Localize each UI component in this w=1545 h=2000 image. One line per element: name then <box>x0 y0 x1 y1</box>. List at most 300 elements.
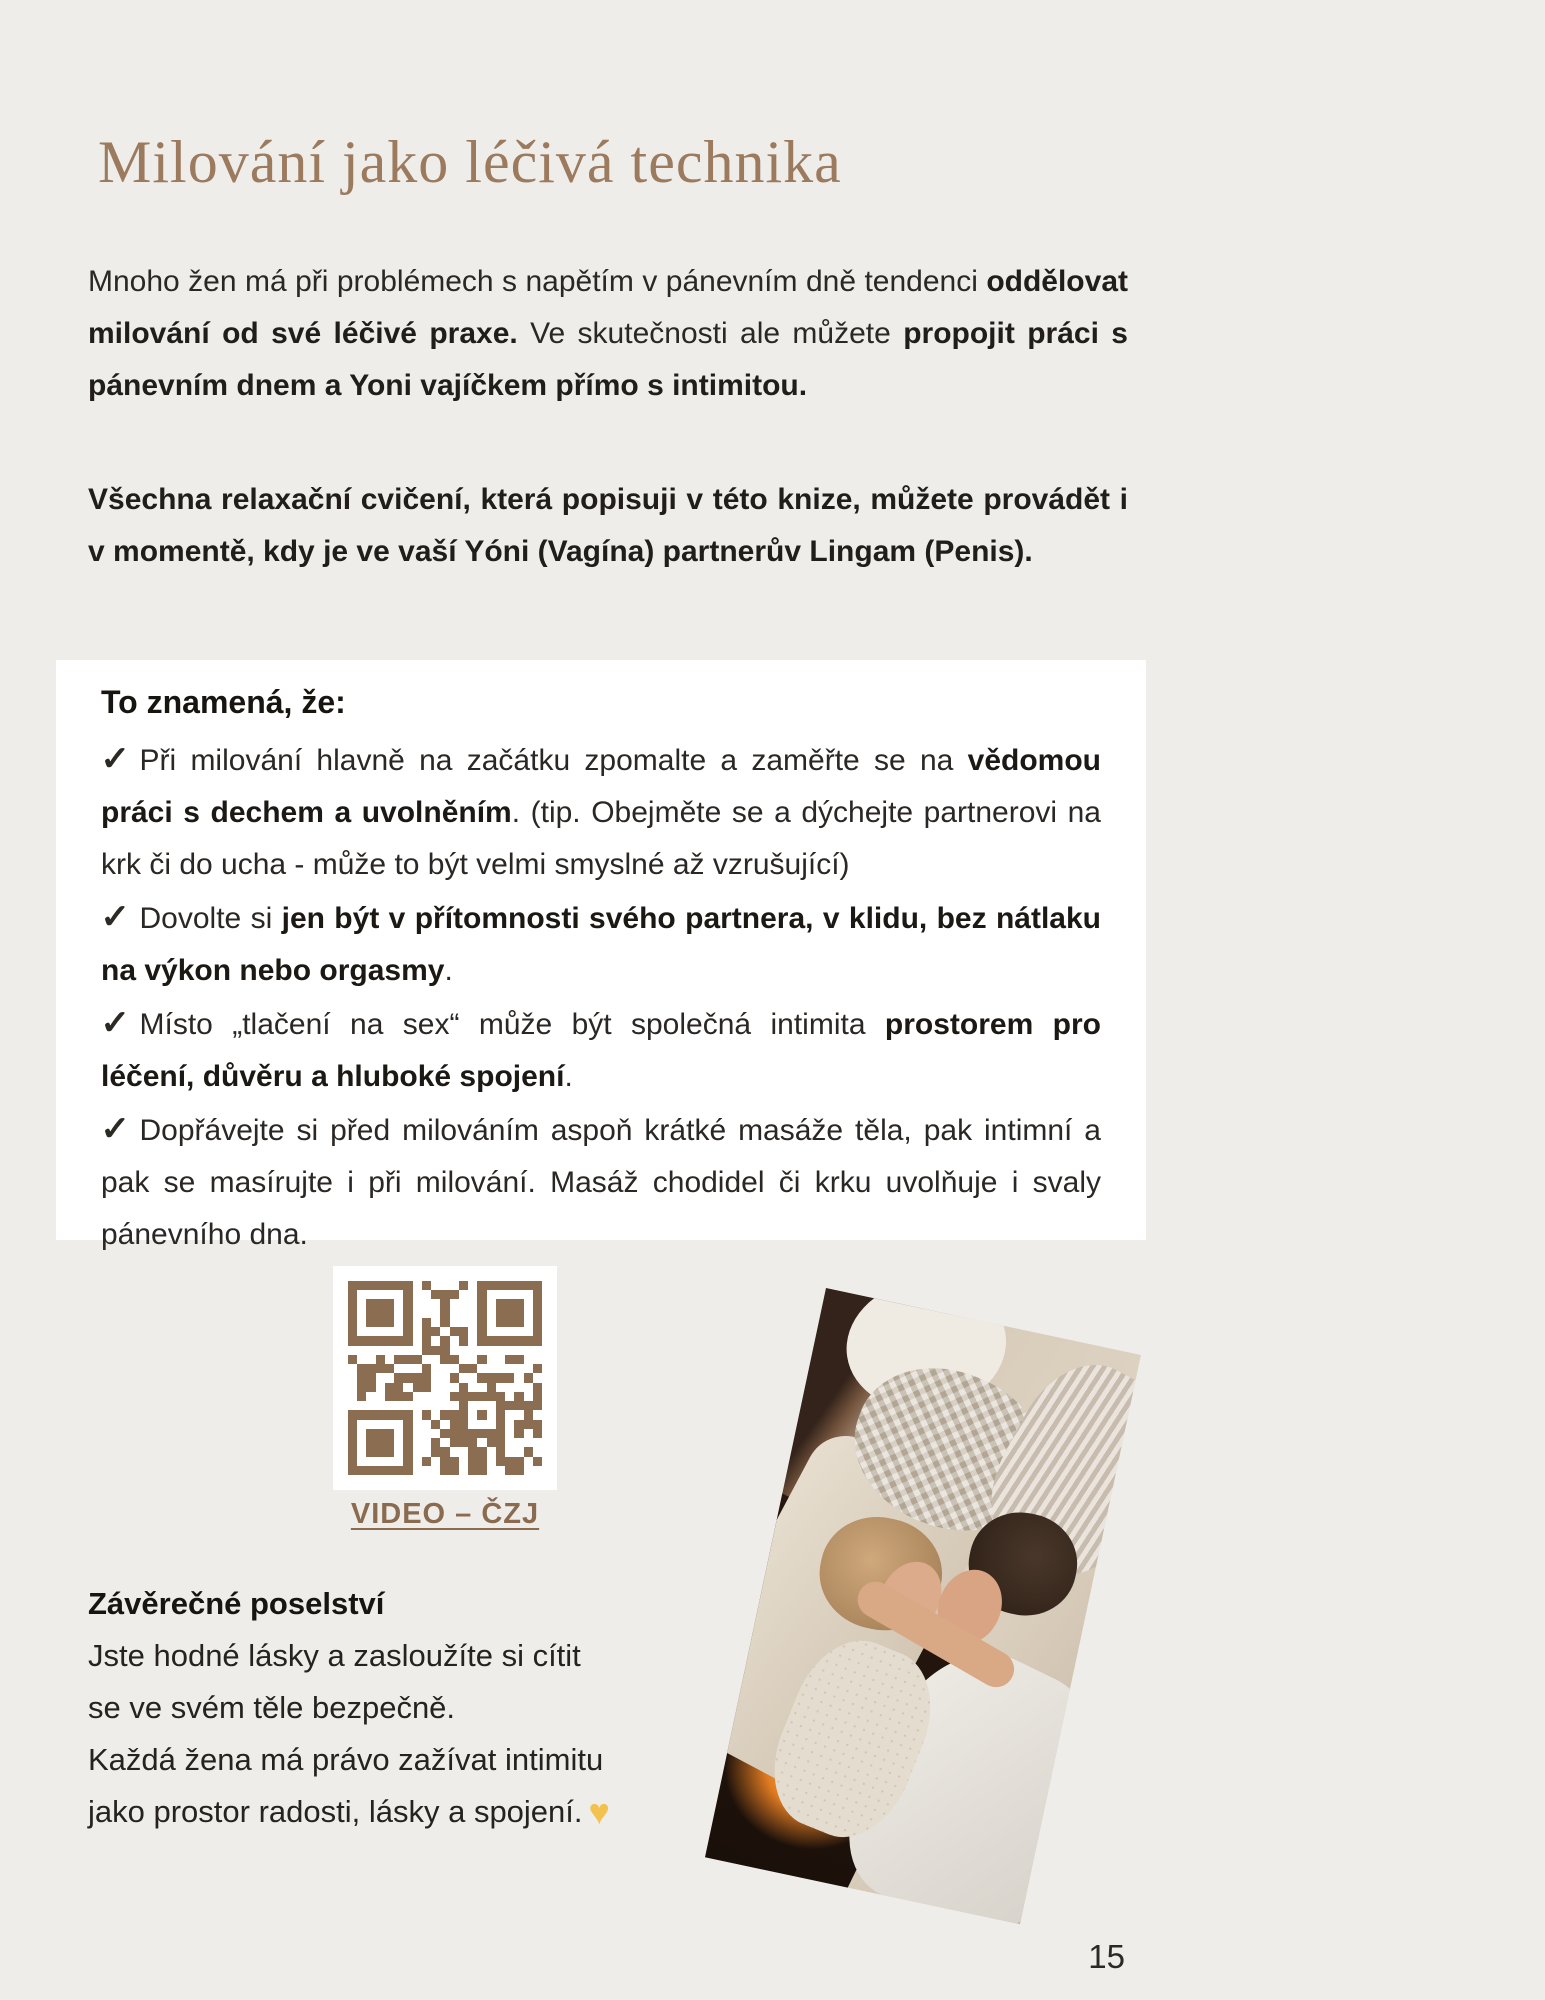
qr-module <box>459 1327 468 1336</box>
qr-module <box>376 1392 385 1401</box>
qr-module <box>366 1336 375 1345</box>
qr-module <box>487 1410 496 1419</box>
qr-module <box>496 1336 505 1345</box>
qr-module <box>468 1309 477 1318</box>
qr-module <box>459 1318 468 1327</box>
qr-module <box>524 1420 533 1429</box>
qr-module <box>366 1346 375 1355</box>
qr-module <box>376 1420 385 1429</box>
qr-module <box>468 1364 477 1373</box>
qr-module <box>450 1410 459 1419</box>
qr-module <box>524 1355 533 1364</box>
qr-module <box>487 1429 496 1438</box>
qr-module <box>403 1466 412 1475</box>
qr-module <box>450 1466 459 1475</box>
page-number: 15 <box>1088 1938 1125 1975</box>
qr-module <box>505 1309 514 1318</box>
qr-module <box>533 1299 542 1308</box>
qr-module <box>496 1299 505 1308</box>
qr-module <box>413 1336 422 1345</box>
qr-module <box>366 1364 375 1373</box>
qr-module <box>459 1410 468 1419</box>
qr-module <box>348 1281 357 1290</box>
qr-module <box>385 1327 394 1336</box>
check-item-text: Dopřávejte si před milováním aspoň krátké masáže těla, pak intimní a pak se masírujte i při milování. Masáž chodidel či krku uvolňuje i svaly pánevního dna. <box>101 1114 1101 1251</box>
qr-module <box>487 1420 496 1429</box>
qr-module <box>357 1318 366 1327</box>
qr-module <box>524 1438 533 1447</box>
qr-module <box>440 1438 449 1447</box>
qr-module <box>496 1318 505 1327</box>
qr-module <box>385 1429 394 1438</box>
check-item-2 <box>101 891 1101 997</box>
qr-module <box>422 1420 431 1429</box>
qr-module <box>514 1392 523 1401</box>
qr-grid <box>348 1281 542 1475</box>
qr-module <box>524 1401 533 1410</box>
qr-module <box>385 1438 394 1447</box>
qr-module <box>514 1346 523 1355</box>
qr-module <box>366 1410 375 1419</box>
qr-module <box>357 1299 366 1308</box>
qr-module <box>533 1438 542 1447</box>
qr-module <box>533 1309 542 1318</box>
qr-module <box>524 1290 533 1299</box>
qr-module <box>524 1373 533 1382</box>
qr-module <box>366 1447 375 1456</box>
qr-module <box>524 1336 533 1345</box>
qr-module <box>413 1299 422 1308</box>
qr-module <box>431 1309 440 1318</box>
qr-module <box>376 1438 385 1447</box>
intro-paragraph-2: Všechna relaxační cvičení, která popisuji v této knize, můžete provádět i v momentě, kdy je ve vaší Yóni (Vagína) partnerův Lingam (Penis). <box>88 483 1128 568</box>
qr-module <box>450 1336 459 1345</box>
qr-module <box>524 1364 533 1373</box>
qr-module <box>357 1457 366 1466</box>
checkmark-icon: ✓ <box>100 1004 131 1042</box>
qr-module <box>477 1327 486 1336</box>
qr-module <box>431 1327 440 1336</box>
qr-module <box>440 1346 449 1355</box>
qr-module <box>422 1466 431 1475</box>
qr-module <box>533 1447 542 1456</box>
qr-module <box>459 1466 468 1475</box>
qr-module <box>403 1364 412 1373</box>
qr-module <box>403 1327 412 1336</box>
qr-module <box>348 1299 357 1308</box>
qr-module <box>376 1410 385 1419</box>
qr-module <box>366 1401 375 1410</box>
qr-module <box>431 1299 440 1308</box>
qr-module <box>477 1429 486 1438</box>
qr-module <box>505 1355 514 1364</box>
qr-module <box>366 1420 375 1429</box>
qr-module <box>422 1346 431 1355</box>
qr-module <box>413 1401 422 1410</box>
qr-module <box>403 1438 412 1447</box>
qr-module <box>450 1290 459 1299</box>
qr-module <box>505 1401 514 1410</box>
qr-module <box>440 1309 449 1318</box>
qr-module <box>514 1466 523 1475</box>
qr-module <box>533 1364 542 1373</box>
qr-module <box>394 1392 403 1401</box>
qr-module <box>496 1429 505 1438</box>
qr-module <box>431 1457 440 1466</box>
qr-module <box>366 1281 375 1290</box>
qr-module <box>496 1401 505 1410</box>
qr-module <box>440 1373 449 1382</box>
qr-module <box>524 1457 533 1466</box>
closing-line: Jste hodné lásky a zasloužíte si cítit <box>88 1638 581 1673</box>
qr-module <box>422 1336 431 1345</box>
qr-module <box>524 1466 533 1475</box>
qr-module <box>440 1420 449 1429</box>
qr-module <box>422 1383 431 1392</box>
qr-module <box>357 1364 366 1373</box>
qr-module <box>376 1336 385 1345</box>
qr-module <box>514 1401 523 1410</box>
qr-module <box>459 1429 468 1438</box>
qr-module <box>413 1457 422 1466</box>
qr-module <box>468 1383 477 1392</box>
qr-module <box>403 1447 412 1456</box>
qr-module <box>459 1336 468 1345</box>
qr-module <box>394 1457 403 1466</box>
qr-module <box>403 1392 412 1401</box>
qr-module <box>524 1447 533 1456</box>
qr-module <box>422 1392 431 1401</box>
qr-module <box>394 1364 403 1373</box>
qr-module <box>505 1392 514 1401</box>
qr-module <box>440 1466 449 1475</box>
qr-module <box>376 1373 385 1382</box>
qr-module <box>487 1383 496 1392</box>
qr-module <box>422 1299 431 1308</box>
check-item-text: Při milování hlavně na začátku zpomalte a zaměřte se na vědomou práci s dechem a uvolněním. (tip. Obejměte se a dýchejte partnerovi na krk či do ucha - může to být velmi smyslné až vzrušující) <box>101 744 1101 881</box>
qr-module <box>487 1373 496 1382</box>
qr-module <box>385 1383 394 1392</box>
qr-module <box>505 1420 514 1429</box>
qr-module <box>385 1346 394 1355</box>
qr-module <box>450 1318 459 1327</box>
qr-module <box>413 1420 422 1429</box>
qr-module <box>440 1336 449 1345</box>
intro-paragraph-1: Mnoho žen má při problémech s napětím v pánevním dně tendenci oddělovat milování od své léčivé praxe. Ve skutečnosti ale můžete propojit práci s pánevním dnem a Yoni vajíčkem přímo s intimitou. <box>88 265 1128 402</box>
qr-module <box>505 1346 514 1355</box>
qr-module <box>403 1373 412 1382</box>
qr-module <box>459 1299 468 1308</box>
qr-module <box>468 1318 477 1327</box>
qr-module <box>394 1327 403 1336</box>
qr-module <box>505 1336 514 1345</box>
qr-module <box>505 1299 514 1308</box>
qr-module <box>357 1466 366 1475</box>
qr-module <box>533 1420 542 1429</box>
qr-module <box>496 1420 505 1429</box>
qr-module <box>357 1309 366 1318</box>
qr-module <box>422 1290 431 1299</box>
qr-module <box>376 1457 385 1466</box>
qr-module <box>477 1373 486 1382</box>
qr-module <box>468 1466 477 1475</box>
qr-module <box>477 1392 486 1401</box>
qr-module <box>348 1336 357 1345</box>
qr-module <box>496 1466 505 1475</box>
qr-module <box>487 1438 496 1447</box>
qr-module <box>403 1346 412 1355</box>
qr-module <box>514 1309 523 1318</box>
qr-module <box>450 1373 459 1382</box>
qr-module <box>422 1447 431 1456</box>
qr-module <box>422 1401 431 1410</box>
qr-module <box>440 1364 449 1373</box>
qr-module <box>468 1410 477 1419</box>
qr-module <box>357 1429 366 1438</box>
qr-module <box>366 1457 375 1466</box>
qr-module <box>376 1429 385 1438</box>
qr-module <box>385 1401 394 1410</box>
qr-module <box>357 1281 366 1290</box>
qr-module <box>533 1466 542 1475</box>
page-title: Milování jako léčivá technika <box>98 129 842 195</box>
qr-block <box>333 1266 557 1531</box>
qr-module <box>459 1355 468 1364</box>
closing-heading: Závěrečné poselství <box>88 1586 385 1621</box>
closing-message <box>88 1578 668 1838</box>
qr-module <box>459 1420 468 1429</box>
qr-module <box>468 1457 477 1466</box>
qr-module <box>477 1457 486 1466</box>
qr-module <box>487 1364 496 1373</box>
qr-module <box>487 1299 496 1308</box>
qr-module <box>459 1373 468 1382</box>
qr-module <box>477 1410 486 1419</box>
qr-module <box>413 1383 422 1392</box>
qr-module <box>477 1318 486 1327</box>
qr-module <box>403 1318 412 1327</box>
video-link[interactable]: VIDEO – ČZJ <box>350 1498 540 1530</box>
qr-module <box>413 1281 422 1290</box>
qr-module <box>394 1420 403 1429</box>
qr-module <box>440 1392 449 1401</box>
qr-module <box>468 1346 477 1355</box>
qr-module <box>376 1281 385 1290</box>
qr-module <box>348 1318 357 1327</box>
qr-module <box>394 1447 403 1456</box>
qr-module <box>505 1290 514 1299</box>
qr-module <box>477 1447 486 1456</box>
closing-line-text: jako prostor radosti, lásky a spojení. <box>88 1794 583 1829</box>
qr-module <box>477 1309 486 1318</box>
qr-module <box>505 1410 514 1419</box>
qr-module <box>376 1466 385 1475</box>
qr-module <box>524 1327 533 1336</box>
qr-module <box>440 1410 449 1419</box>
qr-module <box>422 1410 431 1419</box>
qr-module <box>431 1346 440 1355</box>
qr-module <box>413 1355 422 1364</box>
qr-module <box>524 1281 533 1290</box>
qr-module <box>385 1336 394 1345</box>
qr-module <box>403 1336 412 1345</box>
qr-code <box>333 1266 557 1490</box>
qr-module <box>505 1457 514 1466</box>
qr-module <box>450 1438 459 1447</box>
qr-module <box>468 1447 477 1456</box>
qr-module <box>468 1336 477 1345</box>
qr-module <box>394 1318 403 1327</box>
qr-module <box>413 1309 422 1318</box>
couple-photo <box>705 1288 1141 1924</box>
qr-module <box>366 1318 375 1327</box>
qr-module <box>385 1410 394 1419</box>
qr-module <box>533 1346 542 1355</box>
qr-module <box>533 1327 542 1336</box>
qr-module <box>487 1457 496 1466</box>
qr-module <box>496 1364 505 1373</box>
qr-module <box>413 1346 422 1355</box>
qr-module <box>440 1383 449 1392</box>
qr-module <box>385 1299 394 1308</box>
qr-module <box>385 1420 394 1429</box>
qr-module <box>357 1346 366 1355</box>
qr-module <box>394 1281 403 1290</box>
qr-module <box>431 1281 440 1290</box>
qr-module <box>440 1447 449 1456</box>
qr-module <box>366 1383 375 1392</box>
qr-module <box>514 1355 523 1364</box>
qr-module <box>533 1336 542 1345</box>
qr-module <box>413 1373 422 1382</box>
qr-module <box>487 1466 496 1475</box>
qr-module <box>403 1429 412 1438</box>
qr-module <box>403 1299 412 1308</box>
qr-module <box>496 1309 505 1318</box>
qr-module <box>450 1327 459 1336</box>
qr-module <box>357 1355 366 1364</box>
callout-box <box>56 660 1146 1251</box>
qr-module <box>348 1401 357 1410</box>
qr-module <box>477 1299 486 1308</box>
qr-module <box>468 1281 477 1290</box>
qr-module <box>477 1281 486 1290</box>
qr-module <box>459 1281 468 1290</box>
qr-module <box>524 1429 533 1438</box>
qr-module <box>422 1364 431 1373</box>
check-item-text: Místo „tlačení na sex“ může být společná intimita prostorem pro léčení, důvěru a hluboké spojení. <box>101 1008 1101 1093</box>
qr-module <box>431 1420 440 1429</box>
qr-module <box>440 1429 449 1438</box>
qr-module <box>496 1392 505 1401</box>
qr-module <box>394 1299 403 1308</box>
qr-module <box>403 1401 412 1410</box>
qr-module <box>376 1327 385 1336</box>
qr-module <box>477 1346 486 1355</box>
qr-module <box>477 1364 486 1373</box>
qr-module <box>468 1392 477 1401</box>
qr-module <box>431 1336 440 1345</box>
qr-module <box>431 1392 440 1401</box>
qr-module <box>403 1420 412 1429</box>
qr-module <box>459 1346 468 1355</box>
qr-module <box>505 1383 514 1392</box>
qr-module <box>496 1383 505 1392</box>
qr-module <box>431 1447 440 1456</box>
qr-module <box>413 1327 422 1336</box>
qr-module <box>477 1420 486 1429</box>
qr-module <box>431 1429 440 1438</box>
qr-module <box>403 1410 412 1419</box>
qr-module <box>348 1364 357 1373</box>
qr-module <box>459 1309 468 1318</box>
qr-module <box>366 1327 375 1336</box>
qr-module <box>413 1318 422 1327</box>
qr-module <box>450 1355 459 1364</box>
qr-module <box>459 1447 468 1456</box>
qr-module <box>348 1447 357 1456</box>
qr-module <box>385 1466 394 1475</box>
qr-module <box>514 1447 523 1456</box>
qr-module <box>450 1281 459 1290</box>
qr-module <box>450 1447 459 1456</box>
qr-module <box>450 1364 459 1373</box>
qr-module <box>348 1420 357 1429</box>
qr-module <box>422 1438 431 1447</box>
qr-module <box>431 1373 440 1382</box>
qr-module <box>348 1346 357 1355</box>
qr-module <box>514 1336 523 1345</box>
qr-module <box>487 1447 496 1456</box>
qr-module <box>450 1383 459 1392</box>
qr-module <box>440 1457 449 1466</box>
qr-module <box>450 1346 459 1355</box>
qr-module <box>348 1309 357 1318</box>
qr-module <box>422 1355 431 1364</box>
qr-module <box>496 1373 505 1382</box>
qr-module <box>450 1420 459 1429</box>
qr-module <box>450 1309 459 1318</box>
check-item-text: Dovolte si jen být v přítomnosti svého partnera, v klidu, bez nátlaku na výkon nebo orgasmy. <box>101 902 1101 987</box>
qr-module <box>533 1290 542 1299</box>
qr-module <box>487 1318 496 1327</box>
qr-module <box>376 1318 385 1327</box>
qr-module <box>413 1410 422 1419</box>
qr-module <box>468 1290 477 1299</box>
qr-module <box>394 1290 403 1299</box>
qr-module <box>357 1438 366 1447</box>
qr-module <box>450 1392 459 1401</box>
qr-module <box>487 1401 496 1410</box>
qr-module <box>514 1438 523 1447</box>
qr-module <box>422 1429 431 1438</box>
qr-module <box>514 1318 523 1327</box>
qr-module <box>394 1438 403 1447</box>
qr-module <box>477 1438 486 1447</box>
qr-module <box>533 1383 542 1392</box>
qr-module <box>376 1447 385 1456</box>
qr-module <box>459 1392 468 1401</box>
qr-module <box>431 1438 440 1447</box>
qr-module <box>366 1355 375 1364</box>
qr-module <box>533 1410 542 1419</box>
qr-module <box>431 1290 440 1299</box>
qr-module <box>376 1355 385 1364</box>
qr-module <box>524 1392 533 1401</box>
qr-module <box>413 1364 422 1373</box>
qr-module <box>348 1383 357 1392</box>
qr-module <box>394 1336 403 1345</box>
